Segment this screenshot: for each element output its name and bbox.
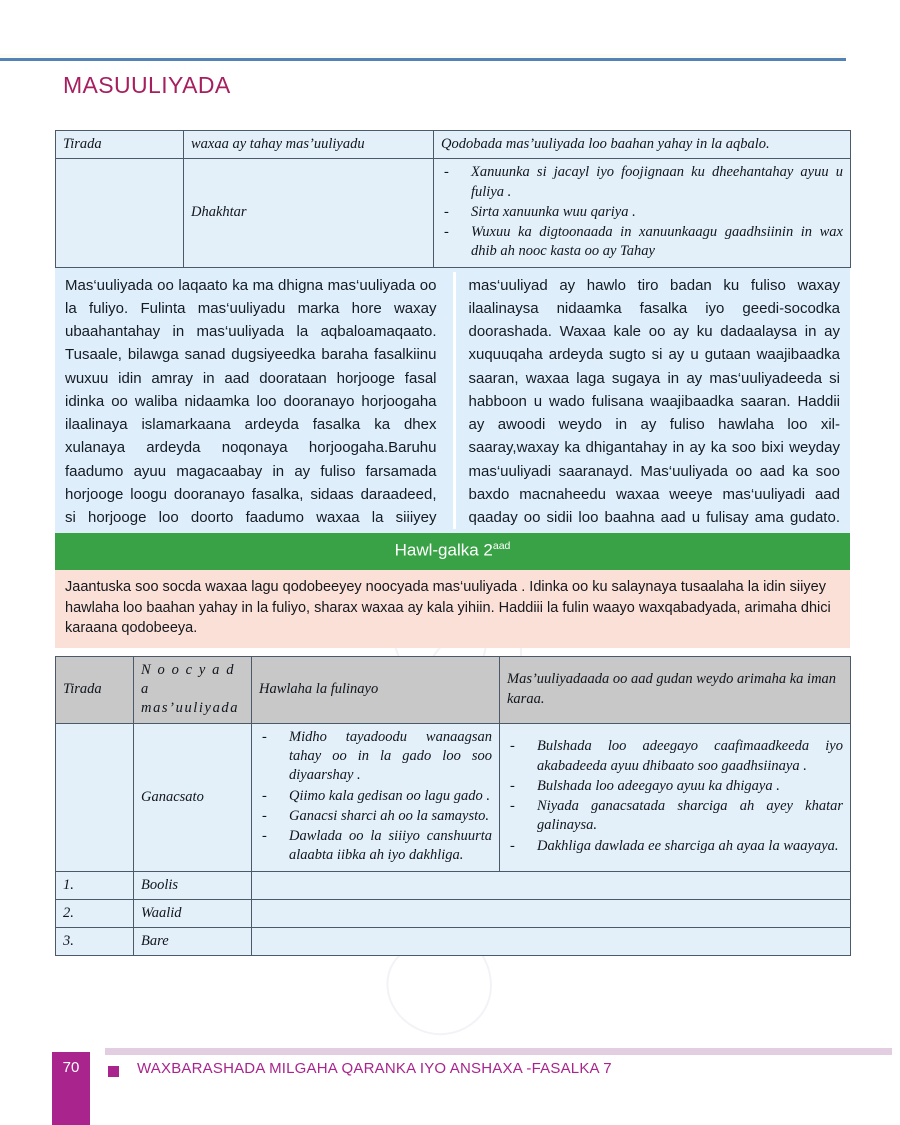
table1-header-tirada: Tirada [56, 131, 184, 159]
list-item: - Bulshada loo adeegayo ayuu ka dhigaya . [507, 777, 843, 796]
activity-label: Hawl-galka 2 [394, 541, 493, 561]
list-item: - Dakhliga dawlada ee sharciga ah ayaa la waayaya. [507, 837, 843, 856]
table-row [56, 871, 851, 899]
table2-row-number: 1. [56, 871, 134, 899]
table2-cell-tirada [56, 723, 134, 871]
points-list [441, 163, 843, 261]
table-header-row [56, 131, 851, 159]
table2-cell-arimaha [500, 723, 851, 871]
list-item: - Niyada ganacsatada sharciga ah ayey khatar galinaysa. [507, 797, 843, 836]
table1-cell-tirada [56, 159, 184, 267]
list-item: - Midho tayadoodu wanaagsan tahay oo in la gado loo soo diyaarshay . [259, 728, 492, 786]
activity-superscript: aad [492, 540, 511, 553]
responsibility-example-table [55, 130, 851, 268]
table2-row-blank[interactable] [252, 899, 851, 927]
list-item: - Bulshada loo adeegayo caafimaadkeeda iyo akabadeeda ayuu dhibaato soo gaadhsiinaya . [507, 737, 843, 776]
page-content [55, 130, 850, 956]
list-item: - Qiimo kala gedisan oo lagu gado . [259, 787, 492, 806]
table1-cell-role: Dhakhtar [184, 159, 434, 267]
table-header-row [56, 656, 851, 723]
table2-row-nooc: Boolis [134, 871, 252, 899]
table-row [56, 928, 851, 956]
footer-title: WAXBARASHADA MILGAHA QARANKA IYO ANSHAXA -FASALKA 7 [137, 1060, 612, 1077]
table-row [56, 723, 851, 871]
table2-row-number: 3. [56, 928, 134, 956]
list-item: - Sirta xanuunka wuu qariya . [441, 203, 843, 222]
table1-cell-points [434, 159, 851, 267]
body-left-column: Mas‘uuliyada oo laqaato ka ma dhigna mas‘uuliyada oo la fuliyo. Fulinta mas‘uuliyadu marka hore waxay ubaahantahay in mas‘uuliyada la aqbaloamaqaato. Tusaale, bilawga sanad dugsiyeedka baraha fasalkiinu wuxuu idin amray in aad doorataan horjooge fasal idinka oo waliba nidaamka loo dooranayo horjoogaha ilaalinaya islamarkaana ardeyda fasalka ka dhex xulanaya ardeyda noqonaya horjoogaha.Baruhu faadumo ayuu magacaabay in ay fuliso farsamada horjooge loogu dooranayo fasalka, sidaas daraadeed, si horjooge loo doorto faadumo waxaa la siiiyey [65, 276, 437, 527]
arimaha-list [507, 737, 843, 856]
table2-row-number: 2. [56, 899, 134, 927]
list-item: - Dawlada oo la siiiyo canshuurta alaabta iibka ah iyo dakhliga. [259, 827, 492, 866]
table2-row-blank[interactable] [252, 871, 851, 899]
column-divider [453, 272, 456, 530]
footer-square-icon [108, 1066, 119, 1077]
table-row [56, 899, 851, 927]
list-item: - Xanuunka si jacayl iyo foojignaan ku dheehantahay ayuu u fuliya . [441, 163, 843, 202]
table2-header-arimaha: Mas’uuliyadaada oo aad gudan weydo arimaha ka iman karaa. [500, 656, 851, 723]
body-text-block [55, 268, 850, 534]
table2-header-tirada: Tirada [56, 656, 134, 723]
table1-header-qodobada: Qodobada mas’uuliyada loo baahan yahay in la aqbalo. [434, 131, 851, 159]
table-row [56, 159, 851, 267]
activity-banner [55, 533, 850, 570]
list-item: - Wuxuu ka digtoonaada in xanuunkaagu gaadhsiinin in wax dhib ah nooc kasta oo ay Tahay [441, 223, 843, 262]
responsibility-exercise-table [55, 656, 851, 957]
hawlaha-list [259, 728, 492, 866]
list-item: - Ganacsi sharci ah oo la samaysto. [259, 807, 492, 826]
top-rule [0, 58, 846, 61]
table2-row-nooc: Bare [134, 928, 252, 956]
table2-row-nooc: Waalid [134, 899, 252, 927]
table2-header-noocyada: N o o c y a d a mas’uuliyada [134, 656, 252, 723]
table1-header-waxaa-ay-tahay: waxaa ay tahay mas’uuliyadu [184, 131, 434, 159]
footer-rule [105, 1048, 892, 1055]
table2-cell-hawlaha [252, 723, 500, 871]
table2-cell-nooc: Ganacsato [134, 723, 252, 871]
table-spacer [55, 648, 850, 656]
instruction-box: Jaantuska soo socda waxaa lagu qodobeeyey noocyada mas‘uuliyada . Idinka oo ku salaynaya tusaalaha la idin siiyey hawlaha loo baahan yahay in la fuliyo, sharax waxaa ay kala yihiin. Haddiii la fulin waayo waxqabadyada, arimaha dhici karaana qodobeeya. [55, 570, 850, 648]
table2-row-blank[interactable] [252, 928, 851, 956]
page-number-tab: 70 [52, 1052, 90, 1125]
page-title: MASUULIYADA [63, 72, 231, 98]
body-right-column: mas‘uuliyad ay hawlo tiro badan ku fuliso waxay ilaalinaysa nidaamka fasalka iyo geedi-socodka doorashada. Waxaa kale oo ay ku dadaalaysa in ay xuquuqaha ardeyda sugto si ay u gutaan waajibaadka saaran, waxaa laga sugaya in ay mas‘uuliyadeeda si habboon u wado fulisana waajibaadka saaran. Haddii ay awoodi weydo in ay fuliso hawlaha loo xil-saaray,waxay ka dhigantahay in ay ka soo bixi weyday mas‘uuliyadi saaranayd. Mas‘uuliyada oo aad ka soo baxdo macnaheedu waxaa weeye mas‘uuliyadi aad qaaday oo sidii loo baahna aad u fulisay ama gudato. [468, 276, 840, 527]
table2-header-hawlaha: Hawlaha la fulinayo [252, 656, 500, 723]
